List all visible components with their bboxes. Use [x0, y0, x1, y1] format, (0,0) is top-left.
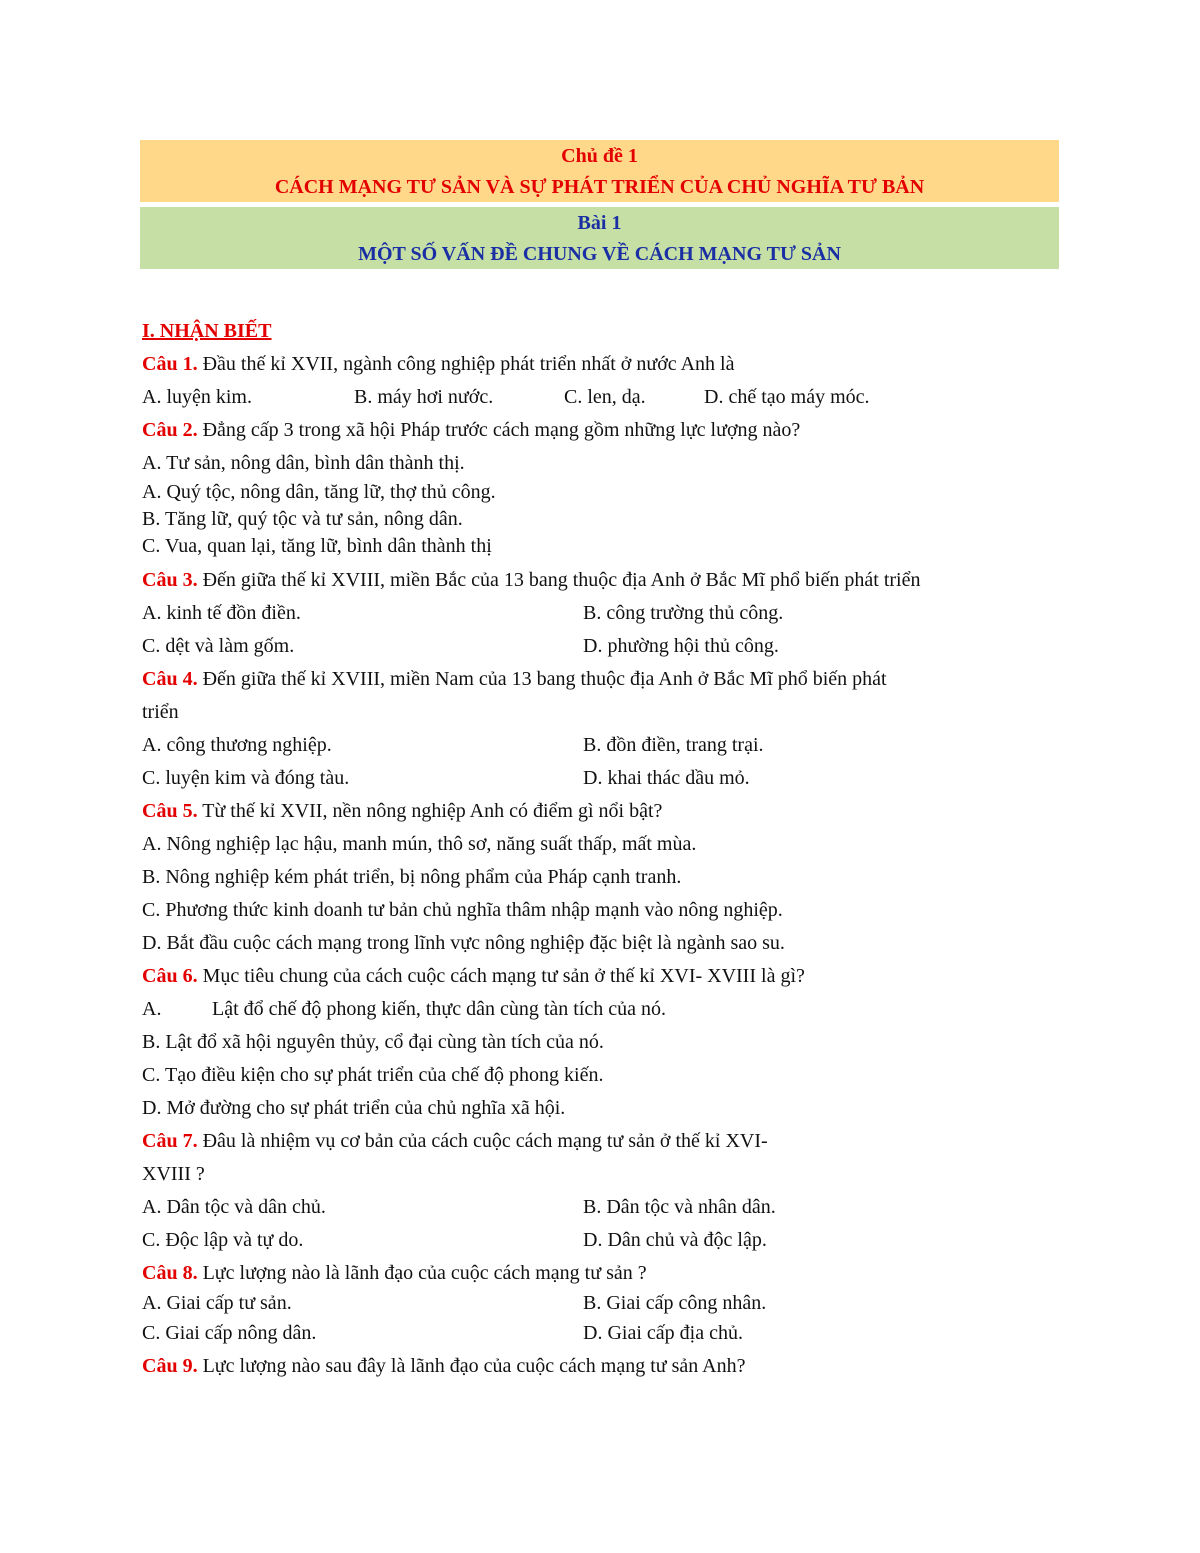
question-8: [142, 1257, 1062, 1290]
option-c: C. Tạo điều kiện cho sự phát triển của chế độ phong kiến.: [142, 1064, 604, 1086]
options-row: [142, 1191, 1062, 1224]
option-d: D. Mở đường cho sự phát triển của chủ nghĩa xã hội.: [142, 1097, 566, 1119]
option-d: D. Bắt đầu cuộc cách mạng trong lĩnh vực nông nghiệp đặc biệt là ngành sao su.: [142, 932, 785, 954]
option-d: D. phường hội thủ công.: [583, 635, 779, 657]
option-a: A. Nông nghiệp lạc hậu, manh mún, thô sơ, năng suất thấp, mất mùa.: [142, 833, 697, 855]
question-label: Câu 6.: [142, 965, 198, 987]
options-row: [142, 597, 1062, 630]
option-c: C. Giai cấp nông dân.: [142, 1322, 317, 1344]
question-text: Đầu thế kỉ XVII, ngành công nghiệp phát triển nhất ở nước Anh là: [197, 353, 735, 375]
question-5: [142, 795, 1062, 828]
question-1: [142, 348, 1062, 381]
options-row: [142, 762, 1062, 795]
question-text: Đẳng cấp 3 trong xã hội Pháp trước cách mạng gồm những lực lượng nào?: [197, 419, 801, 441]
option-c: C. Vua, quan lại, tăng lữ, bình dân thành thị: [142, 535, 492, 557]
option-b: B. Tăng lữ, quý tộc và tư sản, nông dân.: [142, 508, 463, 530]
option-a: A. Giai cấp tư sản.: [142, 1292, 292, 1314]
question-2: [142, 414, 1062, 447]
options-row: [142, 1290, 1062, 1317]
question-list: [142, 314, 1062, 1383]
option-a-text: Lật đổ chế độ phong kiến, thực dân cùng tàn tích của nó.: [212, 998, 667, 1020]
question-7: [142, 1125, 1062, 1158]
option-b: B. đồn điền, trang trại.: [583, 734, 764, 756]
section-heading: I. NHẬN BIẾT: [142, 320, 272, 342]
option-b: B. Nông nghiệp kém phát triển, bị nông phẩm của Pháp cạnh tranh.: [142, 866, 682, 888]
question-text: Mục tiêu chung của cách cuộc cách mạng tư sản ở thế kỉ XVI- XVIII là gì?: [197, 965, 805, 987]
question-text: Đâu là nhiệm vụ cơ bản của cách cuộc cách mạng tư sản ở thế kỉ XVI-: [197, 1130, 768, 1152]
option-a: A. công thương nghiệp.: [142, 734, 332, 756]
options-row: [142, 1317, 1062, 1350]
option-a: A. kinh tế đồn điền.: [142, 602, 301, 624]
question-label: Câu 1.: [142, 353, 198, 375]
option-b: B. Dân tộc và nhân dân.: [583, 1196, 776, 1218]
option-c: C. dệt và làm gốm.: [142, 635, 295, 657]
question-6: [142, 960, 1062, 993]
question-label: Câu 8.: [142, 1262, 198, 1284]
option-b: B. máy hơi nước.: [354, 386, 494, 408]
question-4: [142, 663, 1062, 696]
question-3: [142, 564, 1062, 597]
option-d: D. chế tạo máy móc.: [704, 386, 870, 408]
option-b: B. Giai cấp công nhân.: [583, 1292, 767, 1314]
options-row: [142, 1224, 1062, 1257]
question-label: Câu 5.: [142, 800, 198, 822]
option-c: C. Độc lập và tự do.: [142, 1229, 304, 1251]
option-c: C. len, dạ.: [564, 386, 646, 408]
lesson-number: Bài 1: [577, 212, 622, 234]
option-a: A. luyện kim.: [142, 386, 252, 408]
question-label: Câu 2.: [142, 419, 198, 441]
topic-title: CÁCH MẠNG TƯ SẢN VÀ SỰ PHÁT TRIỂN CỦA CHỦ NGHĨA TƯ BẢN: [274, 176, 925, 198]
option-d: D. Giai cấp địa chủ.: [583, 1322, 743, 1344]
option-c: C. luyện kim và đóng tàu.: [142, 767, 350, 789]
option-d: D. khai thác dầu mỏ.: [583, 767, 750, 789]
question-label: Câu 4.: [142, 668, 198, 690]
option-a: A. Tư sản, nông dân, bình dân thành thị.: [142, 452, 465, 474]
option-a: [142, 993, 1062, 1026]
question-text: Đến giữa thế kỉ XVIII, miền Nam của 13 bang thuộc địa Anh ở Bắc Mĩ phổ biến phát: [197, 668, 887, 690]
question-9: [142, 1350, 1062, 1383]
topic-number: Chủ đề 1: [561, 145, 638, 167]
option-b: B. công trường thủ công.: [583, 602, 784, 624]
question-text: Lực lượng nào là lãnh đạo của cuộc cách mạng tư sản ?: [197, 1262, 647, 1284]
topic-banner: [140, 140, 1059, 202]
question-text: Từ thế kỉ XVII, nền nông nghiệp Anh có điểm gì nổi bật?: [197, 800, 663, 822]
question-label: Câu 7.: [142, 1130, 198, 1152]
option-a-letter: A.: [142, 998, 162, 1020]
option-b: B. Lật đổ xã hội nguyên thủy, cổ đại cùng tàn tích của nó.: [142, 1031, 604, 1053]
options-row: [142, 630, 1062, 663]
question-text: Lực lượng nào sau đây là lãnh đạo của cuộc cách mạng tư sản Anh?: [197, 1355, 746, 1377]
question-text: Đến giữa thế kỉ XVIII, miền Bắc của 13 bang thuộc địa Anh ở Bắc Mĩ phổ biến phát triển: [197, 569, 921, 591]
option-a: A. Dân tộc và dân chủ.: [142, 1196, 326, 1218]
question-4-continued: triển: [142, 701, 179, 723]
option-d: D. Dân chủ và độc lập.: [583, 1229, 767, 1251]
question-label: Câu 3.: [142, 569, 198, 591]
options-row: [142, 729, 1062, 762]
option-a-alt: A. Quý tộc, nông dân, tăng lữ, thợ thủ công.: [142, 481, 496, 503]
options-row: [142, 381, 1062, 414]
lesson-banner: [140, 207, 1059, 269]
lesson-title: MỘT SỐ VẤN ĐỀ CHUNG VỀ CÁCH MẠNG TƯ SẢN: [358, 243, 841, 265]
question-7-continued: XVIII ?: [142, 1163, 205, 1185]
option-c: C. Phương thức kinh doanh tư bản chủ nghĩa thâm nhập mạnh vào nông nghiệp.: [142, 899, 783, 921]
question-label: Câu 9.: [142, 1355, 198, 1377]
